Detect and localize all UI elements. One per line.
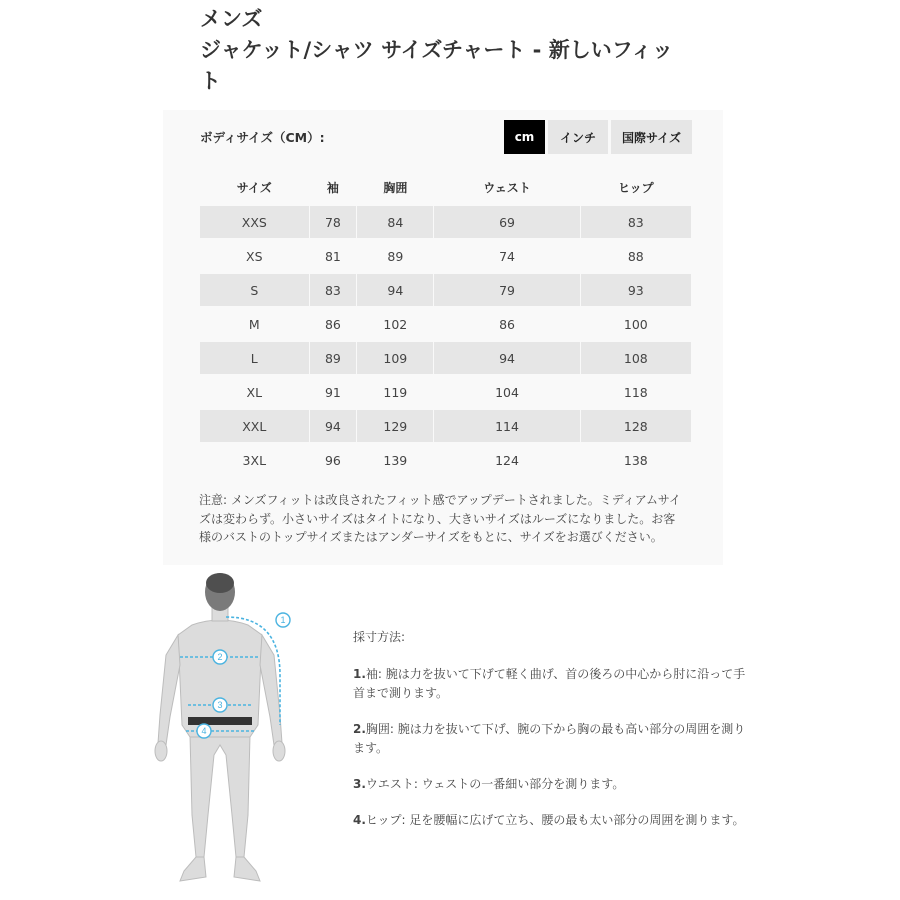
table-row: [200, 206, 691, 238]
table-cell: 69: [434, 206, 579, 238]
body-size-label: ボディサイズ（CM）:: [200, 130, 325, 145]
table-cell: XXL: [200, 410, 309, 442]
measure-text: ウエスト: ウェストの一番細い部分を測ります。: [365, 777, 625, 791]
table-cell: 96: [324, 452, 341, 468]
col-header-waist: ウェスト: [483, 180, 531, 195]
note-line: 注意: メンズフィットは改良されたフィット感でアップデートされました。ミディアムサイ: [199, 493, 681, 507]
measure-text: ヒップ: 足を腰幅に広げて立ち、腰の最も太い部分の周囲を測ります。: [365, 813, 745, 827]
marker-label-4: 4: [201, 726, 207, 736]
table-cell: 94: [434, 342, 579, 374]
table-cell: 102: [383, 316, 408, 332]
unit-cm-button[interactable]: cm: [504, 120, 545, 154]
table-cell: M: [248, 316, 260, 332]
table-cell: 78: [310, 206, 357, 238]
fit-note: [199, 491, 704, 547]
table-cell: 79: [434, 274, 579, 306]
table-cell: 100: [623, 316, 648, 332]
table-cell: 124: [495, 452, 519, 468]
table-cell: 89: [387, 248, 404, 264]
measure-text: 袖: 腕は力を抜いて下げて軽く曲げ、首の後ろの中心から肘に沿って手: [365, 667, 746, 681]
page-title: [200, 4, 700, 97]
marker-label-1: 1: [280, 615, 286, 625]
measure-num: 4.: [353, 813, 366, 827]
table-cell: 91: [324, 384, 341, 400]
table-cell: 118: [623, 384, 648, 400]
table-cell: 89: [310, 342, 357, 374]
table-row: [200, 308, 691, 340]
title-line-3: ト: [200, 69, 221, 93]
table-cell: XS: [246, 248, 263, 264]
table-row: [200, 274, 691, 306]
title-line-1: メンズ: [200, 7, 263, 31]
measure-item: [353, 775, 763, 794]
table-row: [200, 240, 691, 272]
table-row: [200, 376, 691, 408]
measure-num: 2.: [353, 722, 366, 736]
marker-label-3: 3: [217, 700, 223, 710]
table-cell: 83: [581, 206, 691, 238]
body-measurement-figure: [140, 565, 300, 885]
note-line: 様のバストのトップサイズまたはアンダーサイズをもとに、サイズをお選びください。: [199, 530, 663, 544]
title-line-2: ジャケット/シャツ サイズチャート - 新しいフィッ: [200, 38, 674, 62]
table-cell: 119: [383, 384, 408, 400]
table-cell: 114: [434, 410, 579, 442]
table-cell: S: [200, 274, 309, 306]
col-header-size: サイズ: [236, 180, 272, 195]
table-cell: 138: [623, 452, 648, 468]
table-cell: 83: [310, 274, 357, 306]
table-cell: 128: [581, 410, 691, 442]
table-cell: 81: [324, 248, 341, 264]
table-cell: 109: [357, 342, 433, 374]
table-header-row: [200, 170, 691, 204]
table-cell: 88: [627, 248, 644, 264]
measure-num: 1.: [353, 667, 366, 681]
table-cell: 3XL: [242, 452, 267, 468]
measure-num: 3.: [353, 777, 366, 791]
table-cell: 93: [581, 274, 691, 306]
measure-text: ます。: [353, 741, 389, 755]
table-row: [200, 444, 691, 476]
size-table: [199, 168, 692, 478]
measure-heading: 採寸方法:: [353, 630, 406, 644]
table-cell: XXS: [200, 206, 309, 238]
measurement-instructions: [353, 628, 763, 847]
marker-label-2: 2: [217, 652, 223, 662]
table-cell: 104: [495, 384, 519, 400]
table-cell: 129: [357, 410, 433, 442]
table-row: [200, 342, 691, 374]
measure-text: 首まで測ります。: [353, 686, 449, 700]
unit-international-button[interactable]: 国際サイズ: [611, 120, 692, 154]
table-cell: 86: [499, 316, 515, 332]
measure-item: [353, 720, 763, 758]
table-cell: 108: [581, 342, 691, 374]
table-cell: 86: [324, 316, 341, 332]
table-cell: 94: [357, 274, 433, 306]
col-header-sleeve: 袖: [326, 180, 339, 195]
table-cell: L: [200, 342, 309, 374]
note-line: ズは変わらず。小さいサイズはタイトになり、大きいサイズはルーズになりました。お客: [199, 511, 676, 526]
unit-toggle: [504, 120, 692, 154]
table-row: [200, 410, 691, 442]
col-header-chest: 胸囲: [383, 180, 408, 195]
table-cell: 94: [310, 410, 357, 442]
table-cell: 84: [357, 206, 433, 238]
measure-item: [353, 811, 763, 830]
measure-item: [353, 665, 763, 703]
col-header-hip: ヒップ: [618, 180, 654, 195]
measure-text: 胸囲: 腕は力を抜いて下げ、腕の下から胸の最も高い部分の周囲を測り: [365, 722, 746, 736]
table-cell: 74: [499, 248, 515, 264]
table-cell: XL: [246, 384, 263, 400]
unit-inch-button[interactable]: インチ: [548, 120, 608, 154]
table-cell: 139: [383, 452, 408, 468]
